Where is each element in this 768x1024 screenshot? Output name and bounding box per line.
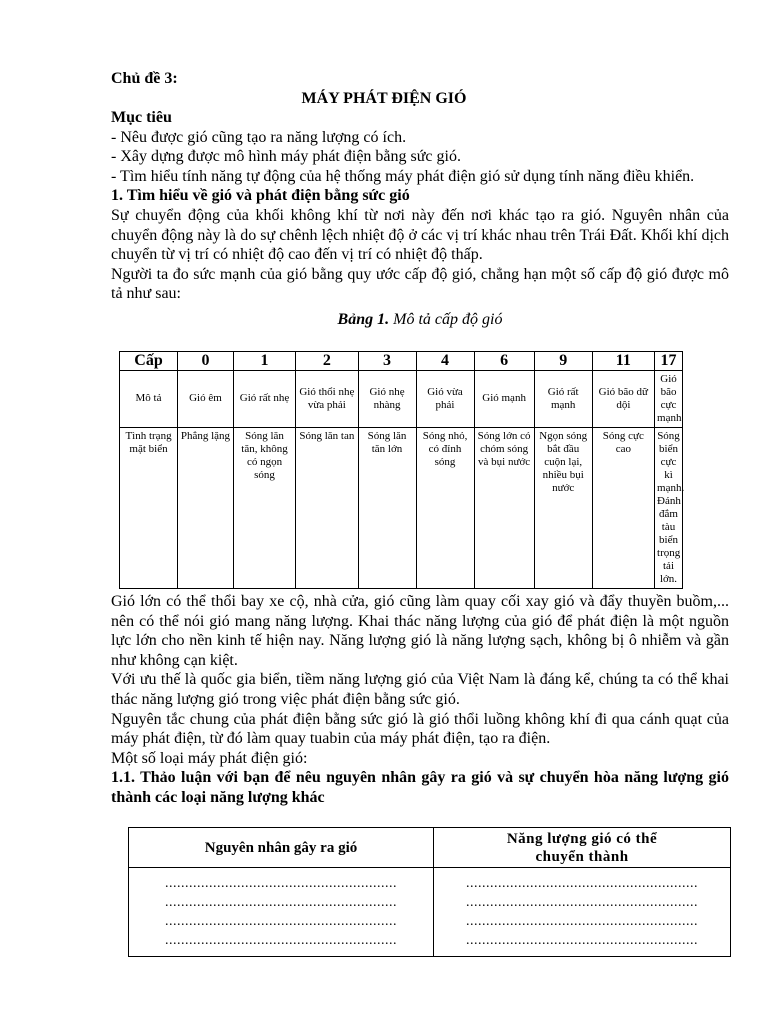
paragraph: Với ưu thế là quốc gia biển, tiềm năng lượng gió của Việt Nam là đáng kể, chúng ta có thể khai thác năng lượng gió trong việc phát điện bằng sức gió. [111, 671, 729, 708]
table-cell: Sóng lăn tăn, không có ngọn sóng [233, 427, 295, 588]
dotted-line: .......................................................... [466, 895, 698, 911]
section-continued [111, 592, 729, 808]
wind-level-table [119, 351, 683, 589]
table-header-cell: 3 [358, 351, 416, 370]
objective-item: - Xây dựng được mô hình máy phát điện bằng sức gió. [111, 148, 461, 166]
discussion-table [128, 827, 731, 957]
table-header-cell: 6 [474, 351, 534, 370]
table-header-cell: 2 [296, 351, 358, 370]
table-header-row [129, 828, 731, 868]
table-header-cell [434, 828, 731, 868]
table-header-cell: 17 [655, 351, 683, 370]
table-row [120, 427, 683, 588]
table-cell: Gió bão cực mạnh [655, 370, 683, 427]
table-cell: Gió vừa phải [416, 370, 474, 427]
table-cell: Gió rất nhẹ [233, 370, 295, 427]
objective-item: - Tìm hiểu tính năng tự động của hệ thống máy phát điện gió sử dụng tính năng điều khiển. [111, 167, 695, 185]
header-line: Năng lượng gió có thể [506, 830, 658, 847]
table-cell: Ngọn sóng bắt đầu cuộn lại, nhiều bụi nước [534, 427, 592, 588]
table-cell: Mô tả [120, 370, 178, 427]
table-row [129, 868, 731, 957]
paragraph: Một số loại máy phát điện gió: [111, 749, 308, 767]
table-header-cell: 1 [233, 351, 295, 370]
document-body [111, 108, 729, 957]
table-cell: Sóng cực cao [592, 427, 654, 588]
table-cell: Gió mạnh [474, 370, 534, 427]
topic-label: Chủ đề 3: [111, 70, 178, 87]
dotted-line: .......................................................... [165, 933, 397, 949]
table-cell: Phẳng lặng [178, 427, 234, 588]
section-heading: 1. Tìm hiểu về gió và phát điện bằng sức gió [111, 187, 410, 205]
dotted-line: .......................................................... [466, 914, 698, 930]
paragraph: Nguyên tắc chung của phát điện bằng sức gió là gió thổi luồng không khí đi qua cánh quạt của máy phát điện, từ đó làm quay tuabin của máy phát điện, tạo ra điện. [111, 710, 729, 748]
table-cell: Gió rất mạnh [534, 370, 592, 427]
paragraph: Sự chuyển động của khối không khí từ nơi này đến nơi khác tạo ra gió. Nguyên nhân của chuyển động này là do sự chênh lệch nhiệt độ ở các vị trí khác nhau trên Trái Đất. Khối khí dịch chuyển từ vị trí có nhiệt độ cao đến vị trí có nhiệt độ thấp. [111, 206, 729, 264]
table-cell: Gió nhẹ nhàng [358, 370, 416, 427]
subsection-heading: 1.1. Thảo luận với bạn để nêu nguyên nhân gây ra gió và sự chuyển hòa năng lượng gió thành các loại năng lượng khác [111, 769, 729, 806]
paragraph: Gió lớn có thể thổi bay xe cộ, nhà cửa, gió cũng làm quay cối xay gió và đẩy thuyền buồm,... nên có thể nói gió mang năng lượng. Khai thác năng lượng của gió để phát điện là một nguồn lực lớn cho nền kinh tế hiện nay. Năng lượng gió là năng lượng sạch, không bị ô nhiễm và gần như không cạn kiệt. [111, 592, 729, 669]
table-caption-number: Bảng 1. [337, 310, 390, 328]
table-cell: Gió thổi nhẹ vừa phải [296, 370, 358, 427]
table-header-cell: 9 [534, 351, 592, 370]
table-header-row [120, 351, 683, 370]
table-header-cell: Nguyên nhân gây ra gió [129, 828, 434, 868]
dotted-line: .......................................................... [466, 933, 698, 949]
table-header-cell: 4 [416, 351, 474, 370]
header-line: chuyển thành [535, 848, 629, 865]
table-cell: Gió êm [178, 370, 234, 427]
table-header-cell: 11 [592, 351, 654, 370]
table-header-cell: Cấp [120, 351, 178, 370]
page-title: MÁY PHÁT ĐIỆN GIÓ [301, 90, 467, 107]
table-cell: Sóng lớn có chóm sóng và bụi nước [474, 427, 534, 588]
dotted-line: .......................................................... [165, 895, 397, 911]
objective-item: - Nêu được gió cũng tạo ra năng lượng có ích. [111, 128, 407, 146]
table-cell: Sóng lăn tan [296, 427, 358, 588]
table-cell: Gió bão dữ dội [592, 370, 654, 427]
answer-cell[interactable] [434, 868, 731, 957]
table-cell: Sóng lăn tăn lớn [358, 427, 416, 588]
table-row [120, 370, 683, 427]
dotted-line: .......................................................... [165, 914, 397, 930]
table-cell: Sóng nhỏ, có đỉnh sóng [416, 427, 474, 588]
paragraph: Người ta đo sức mạnh của gió bằng quy ước cấp độ gió, chẳng hạn một số cấp độ gió được mô tả như sau: [111, 265, 729, 303]
table-caption-text: Mô tả cấp độ gió [389, 310, 503, 328]
dotted-line: .......................................................... [466, 876, 698, 892]
table-caption [111, 310, 729, 330]
dotted-line: .......................................................... [165, 876, 397, 892]
table-cell: Sóng biển cực kì mạnh. Đánh đắm tàu biển trọng tải lớn. [655, 427, 683, 588]
table-header-cell: 0 [178, 351, 234, 370]
objectives-heading: Mục tiêu [111, 109, 172, 126]
answer-cell[interactable] [129, 868, 434, 957]
table-cell: Tình trạng mặt biển [120, 427, 178, 588]
